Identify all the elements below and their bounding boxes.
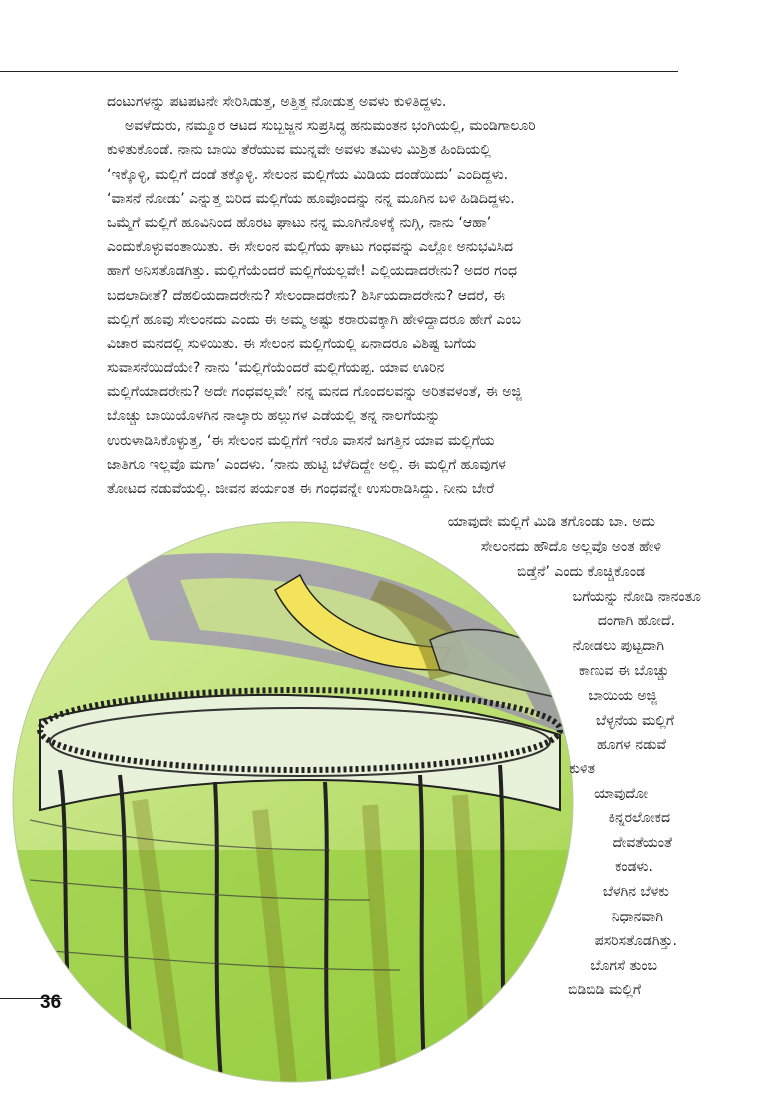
text-line: ಸುವಾಸನೆಯಿದೆಯೇ? ನಾನು ‘ಮಲ್ಲಿಗೆಯೆಂದರೆ ಮಲ್ಲಿಗೆಯಪ್ಪ. ಯಾವ ಊರಿನ	[107, 360, 445, 377]
text-line: ಬದಲಾದೀತೆ? ದೆಹಲಿಯದಾದರೇನು? ಸೇಲಂದಾದರೇನು? ಶಿರ್ಸಿಯದಾದರೇನು? ಆದರೆ, ಈ	[107, 287, 506, 304]
text-line: ಪಸರಿಸತೊಡಗಿತ್ತು.	[594, 933, 677, 949]
text-line: ಬಿಡ್ತೆನೆ’ ಎಂದು ಕೊಚ್ಚಿಕೊಂಡ	[517, 564, 645, 580]
text-line: ಯಾವುದೋ	[594, 786, 648, 802]
text-line: ಜಾತಿಗೂ ಇಲ್ಲವೊ ಮಗಾ’ ಎಂದಳು. ‘ನಾನು ಹುಟ್ಟಿ ಬೆಳೆದಿದ್ದೇ ಅಲ್ಲಿ. ಈ ಮಲ್ಲಿಗೆ ಹೂವುಗಳ	[107, 456, 506, 473]
text-line: ಯಾವುದೇ ಮಲ್ಲಿಗೆ ಮಿಡಿ ತಗೊಂಡು ಬಾ. ಅದು	[447, 514, 655, 530]
text-line: ಉರುಳಾಡಿಸಿಕೊಳ್ಳುತ್ತ, ‘ಈ ಸೇಲಂನ ಮಲ್ಲಿಗೆಗೆ ಇರೊ ವಾಸನೆ ಜಗತ್ತಿನ ಯಾವ ಮಲ್ಲಿಗೆಯ	[107, 432, 495, 449]
text-line: ವಿಚಾರ ಮನದಲ್ಲಿ ಸುಳಿಯಿತು. ಈ ಸೇಲಂನ ಮಲ್ಲಿಗೆಯಲ್ಲಿ ಏನಾದರೂ ವಿಶಿಷ್ಟ ಬಗೆಯ	[107, 335, 477, 352]
text-line: ದೇವತೆಯಂತೆ	[612, 835, 672, 851]
text-line: ಸೇಲಂನದು ಹೌದೊ ಅಲ್ಲವೊ ಅಂತ ಹೇಳಿ	[480, 539, 661, 555]
text-line: ಕಾಣುವ ಈ ಬೊಚ್ಚು	[578, 663, 669, 679]
text-line: ಬಿಡಿಬಿಡಿ ಮಲ್ಲಿಗೆ	[568, 982, 641, 998]
text-line: ಕುಳಿತ	[569, 761, 595, 777]
text-line: ಮಲ್ಲಿಗೆ ಹೂವು ಸೇಲಂನದು ಎಂದು ಈ ಅಮ್ಮ ಅಷ್ಟು ಕರಾರುವಕ್ಕಾಗಿ ಹೇಳಿದ್ದಾದರೂ ಹೇಗೆ ಎಂಬ	[107, 311, 522, 328]
text-line: ಒಮ್ಮೆಗೆ ಮಲ್ಲಿಗೆ ಹೂವಿನಿಂದ ಹೊರಟ ಘಾಟು ನನ್ನ ಮೂಗಿನೊಳಕ್ಕೆ ನುಗ್ಗಿ, ನಾನು ‘ಆಹಾ’	[107, 214, 492, 231]
body-text	[107, 90, 692, 501]
text-line: ದಂಟುಗಳನ್ನು ಪಟಪಟನೇ ಸೇರಿಸಿಡುತ್ತ, ಅತ್ತಿತ್ತ ನೋಡುತ್ತ ಅವಳು ಕುಳಿತಿದ್ದಳು.	[107, 94, 447, 110]
text-line: ಬೆಳ್ಳನೆಯ ಮಲ್ಲಿಗೆ	[596, 713, 674, 729]
text-line: ಕಂಡಳು.	[615, 859, 653, 875]
text-line: ಕಿನ್ನರಲೋಕದ	[608, 810, 670, 826]
text-line: ಅವಳೆದುರು, ನಮ್ಮೂರ ಆಟದ ಸುಬ್ಬಜ್ಜನ ಸುಪ್ರಸಿದ್ಧ ಹನುಮಂತನ ಭಂಗಿಯಲ್ಲಿ, ಮಂಡಿಗಾಲೂರಿ	[125, 118, 536, 135]
text-line: ಮಲ್ಲಿಗೆಯಾದರೇನು? ಅದೇ ಗಂಧವಲ್ಲವೇ’ ನನ್ನ ಮನದ ಗೊಂದಲವನ್ನು ಅರಿತವಳಂತೆ, ಈ ಅಜ್ಜಿ	[107, 384, 522, 401]
text-line: ದಂಗಾಗಿ ಹೋದೆ.	[597, 613, 675, 629]
text-line: ‘ವಾಸನೆ ನೋಡು’ ಎನ್ನುತ್ತ ಬಿರಿದ ಮಲ್ಲಿಗೆಯ ಹೂವೊಂದನ್ನು ನನ್ನ ಮೂಗಿನ ಬಳಿ ಹಿಡಿದಿದ್ದಳು.	[107, 190, 515, 207]
text-line: ಬೆಳಗಿನ ಬೆಳಕು	[602, 884, 669, 900]
text-line: ಬೊಗಸೆ ತುಂಬ	[590, 958, 657, 974]
text-line: ‘ಇಕ್ಕೊಳ್ಳಿ, ಮಲ್ಲಿಗೆ ದಂಡೆ ತಕ್ಕೊಳ್ಳಿ. ಸೇಲಂನ ಮಲ್ಲಿಗೆಯ ಮಿಡಿಯ ದಂಡೆಯಿದು’ ಎಂದಿದ್ದಳು.	[107, 166, 509, 183]
text-line: ಹೂಗಳ ನಡುವೆ	[597, 737, 666, 753]
page-number: 36	[40, 992, 62, 1013]
text-line: ಬಗೆಯನ್ನು ನೋಡಿ ನಾನಂತೂ	[572, 589, 701, 605]
text-line: ಬೊಚ್ಚು ಬಾಯಿಯೊಳಗಿನ ನಾಲ್ಕಾರು ಹಲ್ಲುಗಳ ಎಡೆಯಲ್ಲಿ ತನ್ನ ನಾಲಗೆಯನ್ನು	[107, 408, 441, 425]
text-line: ಕುಳಿತುಕೊಂಡೆ. ನಾನು ಬಾಯಿ ತೆರೆಯುವ ಮುನ್ನವೇ ಅವಳು ತಮಿಳು ಮಿಶ್ರಿತ ಹಿಂದಿಯಲ್ಲಿ	[107, 142, 491, 159]
text-line: ಬಾಯಿಯ ಅಜ್ಜಿ	[588, 688, 657, 704]
text-line: ನೋಡಲು ಪುಟ್ಟದಾಗಿ	[572, 638, 664, 654]
text-line: ನಿಧಾನವಾಗಿ	[611, 909, 663, 925]
text-line: ಎಂದುಕೊಳ್ಳುವಂತಾಯಿತು. ಈ ಸೇಲಂನ ಮಲ್ಲಿಗೆಯ ಘಾಟು ಗಂಧವನ್ನು ಎಲ್ಲೋ ಅನುಭವಿಸಿದ	[107, 239, 514, 256]
text-line: ಹಾಗೆ ಅನಿಸತೊಡಗಿತ್ತು. ಮಲ್ಲಿಗೆಯೆಂದರೆ ಮಲ್ಲಿಗೆಯಲ್ಲವೇ! ಎಲ್ಲಿಯದಾದರೇನು? ಅದರ ಗಂಧ	[107, 263, 517, 280]
text-line: ತೋಟದ ನಡುವೆಯಲ್ಲಿ. ಜೀವನ ಪರ್ಯಂತ ಈ ಗಂಧವನ್ನೇ ಉಸುರಾಡಿಸಿದ್ದು. ನೀನು ಬೇರೆ	[107, 481, 495, 497]
header-rule	[0, 71, 678, 72]
